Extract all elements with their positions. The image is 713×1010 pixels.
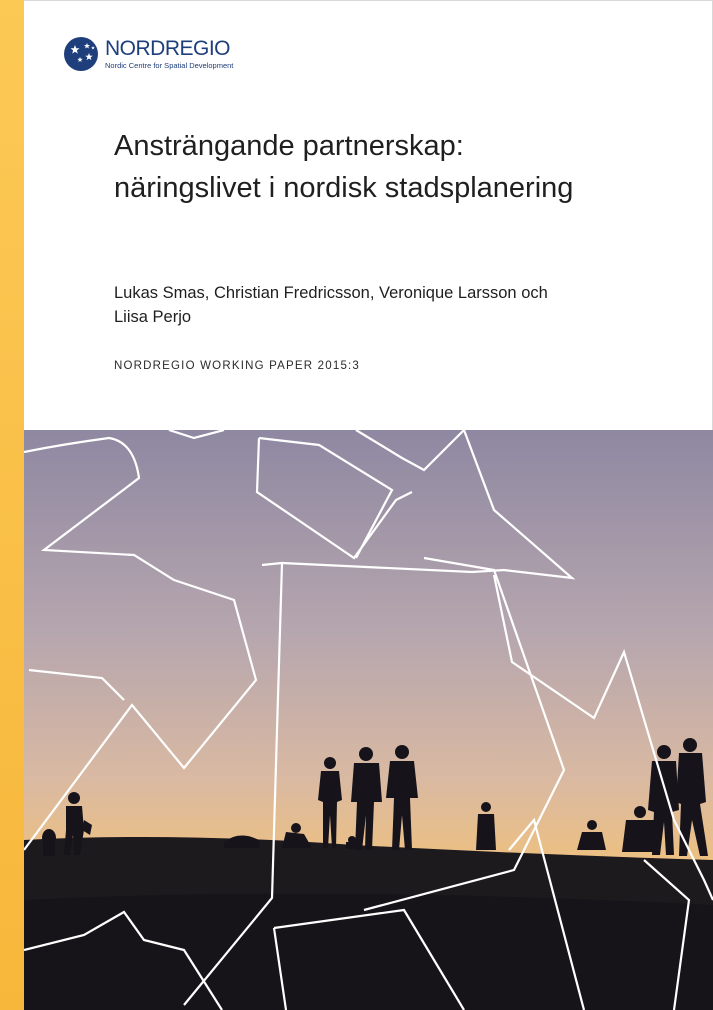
dark-rooftop xyxy=(24,837,713,1010)
title-line-2: näringslivet i nordisk stadsplanering xyxy=(114,172,574,204)
authors xyxy=(114,281,674,329)
logo-name: NORDREGIO xyxy=(105,37,231,60)
series-label: NORDREGIO WORKING PAPER 2015:3 xyxy=(114,360,361,372)
nordregio-star-logo-icon xyxy=(63,36,99,72)
authors-line-1: Lukas Smas, Christian Fredricsson, Veronique Larsson och xyxy=(114,284,548,302)
title-line-1: Ansträngande partnerskap: xyxy=(114,130,464,162)
cover-photo xyxy=(24,430,713,1010)
nordregio-logo xyxy=(63,36,233,72)
top-border xyxy=(24,0,713,1)
logo-tagline: Nordic Centre for Spatial Development xyxy=(105,61,234,70)
yellow-side-bar xyxy=(0,0,24,1010)
authors-line-2: Liisa Perjo xyxy=(114,308,192,326)
document-title xyxy=(114,125,694,209)
